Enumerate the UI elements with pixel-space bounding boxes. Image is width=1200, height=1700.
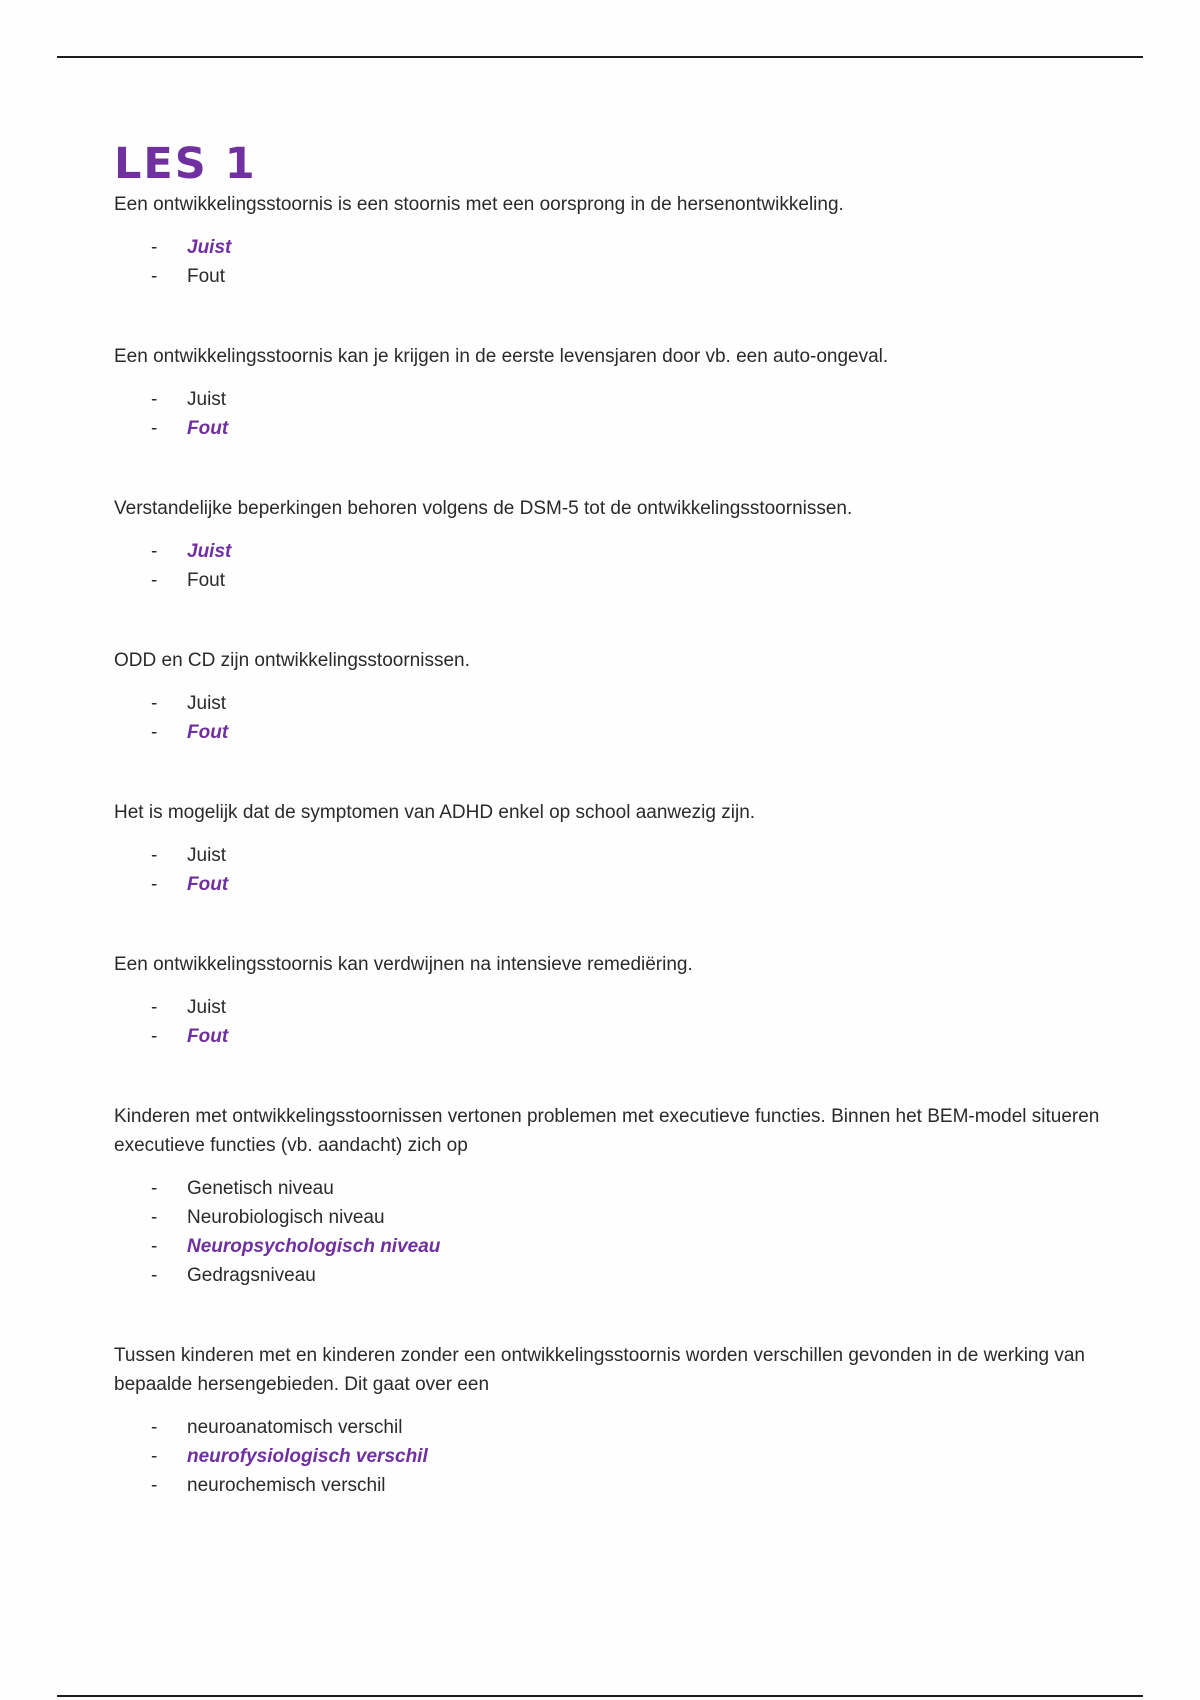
answer-option [114, 262, 1104, 291]
question-text: Tussen kinderen met en kinderen zonder een ontwikkelingsstoornis worden verschillen gevonden in de werking van bepaalde hersengebieden. Dit gaat over een [114, 1345, 1085, 1395]
answer-option-correct [114, 233, 1104, 262]
answer-label: Juist [187, 237, 232, 258]
answer-label: neurofysiologisch verschil [187, 1446, 428, 1467]
answer-label: Fout [187, 418, 229, 439]
answer-options [114, 385, 1104, 443]
answer-option-correct [114, 1442, 1104, 1471]
question-block [114, 646, 1104, 747]
question-block [114, 1341, 1104, 1500]
answer-option [114, 1203, 1104, 1232]
answer-label: Juist [187, 845, 227, 866]
dash-bullet: - [151, 1026, 158, 1047]
answer-option [114, 1471, 1104, 1500]
document-body [114, 138, 1104, 1551]
answer-label: Juist [187, 541, 232, 562]
dash-bullet: - [151, 693, 158, 714]
answer-option [114, 385, 1104, 414]
answer-options [114, 993, 1104, 1051]
answer-label: Fout [187, 874, 229, 895]
dash-bullet: - [151, 1446, 158, 1467]
answer-option-correct [114, 870, 1104, 899]
answer-label: Juist [187, 997, 227, 1018]
dash-bullet: - [151, 1265, 158, 1286]
answer-options [114, 1174, 1104, 1290]
question-block [114, 798, 1104, 899]
answer-option [114, 1413, 1104, 1442]
answer-option-correct [114, 537, 1104, 566]
question-text: Kinderen met ontwikkelingsstoornissen vertonen problemen met executieve functies. Binnen het BEM-model situeren executieve functies (vb. aandacht) zich op [114, 1106, 1100, 1156]
question-list [114, 190, 1104, 1500]
question-block [114, 342, 1104, 443]
answer-label: Neurobiologisch niveau [187, 1207, 385, 1228]
dash-bullet: - [151, 1178, 158, 1199]
answer-option [114, 993, 1104, 1022]
question-block [114, 1102, 1104, 1290]
answer-label: neurochemisch verschil [187, 1475, 386, 1496]
question-text: Een ontwikkelingsstoornis is een stoornis met een oorsprong in de hersenontwikkeling. [114, 194, 844, 215]
answer-label: Fout [187, 722, 229, 743]
answer-option [114, 566, 1104, 595]
answer-options [114, 537, 1104, 595]
answer-option [114, 1174, 1104, 1203]
answer-option-correct [114, 1232, 1104, 1261]
dash-bullet: - [151, 541, 158, 562]
dash-bullet: - [151, 997, 158, 1018]
answer-option-correct [114, 718, 1104, 747]
dash-bullet: - [151, 1207, 158, 1228]
dash-bullet: - [151, 418, 158, 439]
question-text: Een ontwikkelingsstoornis kan verdwijnen na intensieve remediëring. [114, 954, 693, 975]
answer-label: Fout [187, 266, 226, 287]
answer-label: neuroanatomisch verschil [187, 1417, 403, 1438]
top-rule [57, 56, 1143, 58]
answer-label: Fout [187, 1026, 229, 1047]
dash-bullet: - [151, 237, 158, 258]
answer-option [114, 1261, 1104, 1290]
page-title: LES 1 [114, 139, 257, 189]
dash-bullet: - [151, 874, 158, 895]
dash-bullet: - [151, 1236, 158, 1257]
dash-bullet: - [151, 845, 158, 866]
question-text: Verstandelijke beperkingen behoren volgens de DSM-5 tot de ontwikkelingsstoornissen. [114, 498, 853, 519]
question-block [114, 950, 1104, 1051]
dash-bullet: - [151, 1417, 158, 1438]
question-block [114, 494, 1104, 595]
answer-option-correct [114, 414, 1104, 443]
question-text: ODD en CD zijn ontwikkelingsstoornissen. [114, 650, 470, 671]
dash-bullet: - [151, 722, 158, 743]
dash-bullet: - [151, 389, 158, 410]
answer-options [114, 689, 1104, 747]
answer-options [114, 841, 1104, 899]
question-text: Het is mogelijk dat de symptomen van ADHD enkel op school aanwezig zijn. [114, 802, 756, 823]
answer-label: Juist [187, 389, 227, 410]
answer-label: Juist [187, 693, 227, 714]
answer-label: Gedragsniveau [187, 1265, 316, 1286]
dash-bullet: - [151, 570, 158, 591]
answer-options [114, 1413, 1104, 1500]
answer-option [114, 689, 1104, 718]
answer-option [114, 841, 1104, 870]
answer-label: Genetisch niveau [187, 1178, 334, 1199]
answer-option-correct [114, 1022, 1104, 1051]
question-block [114, 190, 1104, 291]
dash-bullet: - [151, 1475, 158, 1496]
question-text: Een ontwikkelingsstoornis kan je krijgen in de eerste levensjaren door vb. een auto-ongeval. [114, 346, 889, 367]
answer-label: Neuropsychologisch niveau [187, 1236, 441, 1257]
bottom-rule [57, 1695, 1143, 1697]
dash-bullet: - [151, 266, 158, 287]
answer-options [114, 233, 1104, 291]
answer-label: Fout [187, 570, 226, 591]
